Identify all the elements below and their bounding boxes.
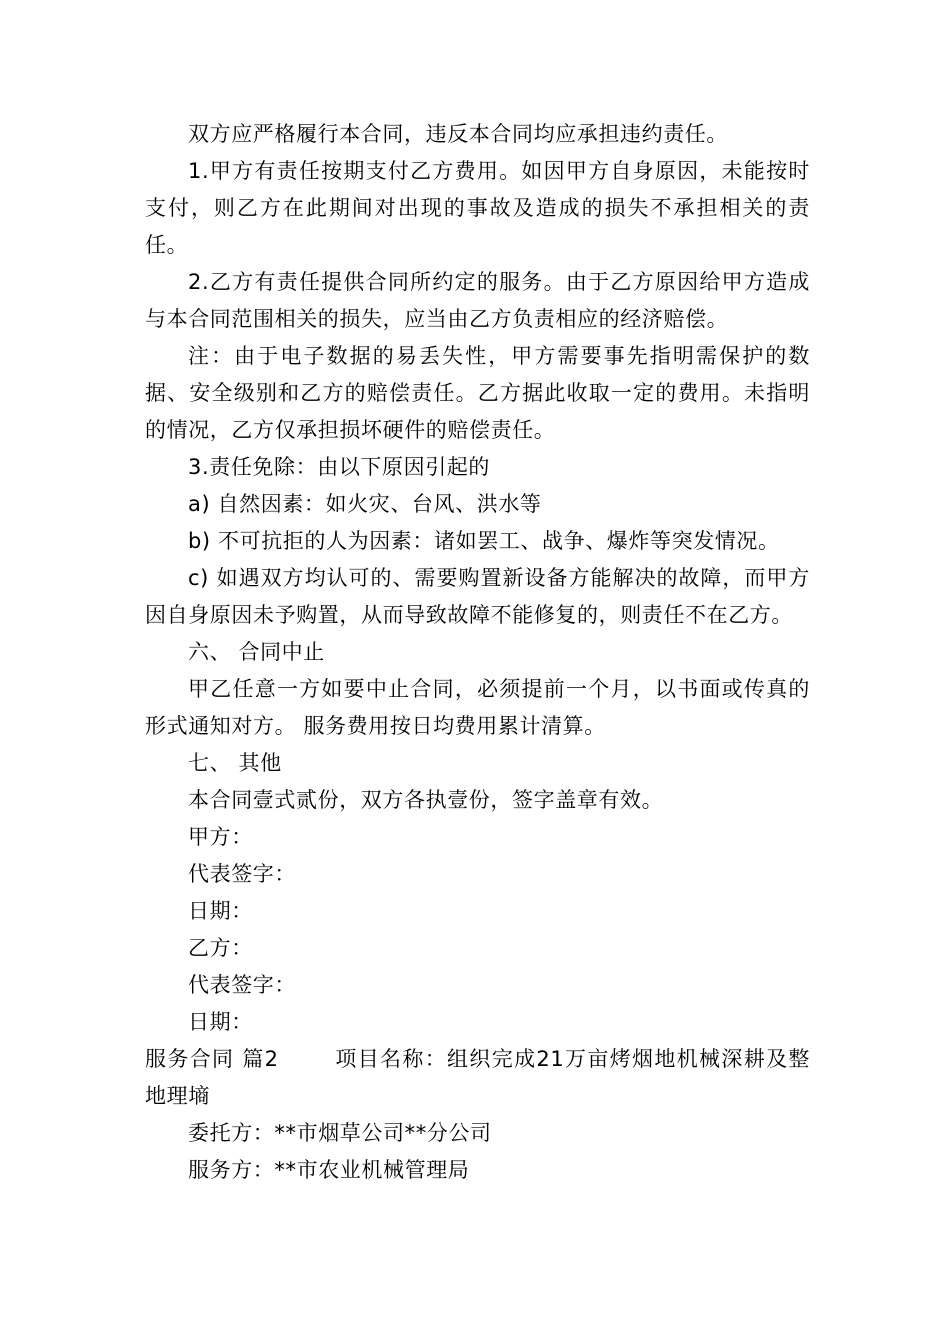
- paragraph-clause-1: 1.甲方有责任按期支付乙方费用。如因甲方自身原因，未能按时支付，则乙方在此期间对出现的事故及造成的损失不承担相关的责任。: [145, 159, 810, 257]
- document-body: [145, 116, 810, 1189]
- section2-provider: 服务方：**市农业机械管理局: [188, 1158, 470, 1182]
- section-heading-seven: 七、 其他: [188, 751, 282, 775]
- section2-client: 委托方：**市烟草公司**分公司: [188, 1121, 492, 1145]
- section-heading-six: 六、 合同中止: [188, 640, 325, 664]
- party-a-date-label: 日期：: [188, 899, 253, 923]
- section2-heading: 服务合同 篇2: [145, 1047, 279, 1071]
- paragraph-copies: 本合同壹式贰份，双方各执壹份，签字盖章有效。: [188, 788, 664, 812]
- section2-project-name: 项目名称：组织完成21万亩烤烟地机械深耕及整地理墒: [145, 1047, 810, 1108]
- party-a-label: 甲方：: [188, 825, 253, 849]
- paragraph-termination: 甲乙任意一方如要中止合同，必须提前一个月，以书面或传真的形式通知对方。 服务费用按日均费用累计清算。: [145, 677, 810, 738]
- paragraph-item-a: a) 自然因素：如火灾、台风、洪水等: [188, 492, 542, 516]
- paragraph-clause-3: 3.责任免除：由以下原因引起的: [188, 455, 491, 479]
- paragraph-item-b: b) 不可抗拒的人为因素：诸如罢工、战争、爆炸等突发情况。: [188, 529, 780, 553]
- party-b-label: 乙方：: [188, 936, 253, 960]
- section2-title-line: [145, 1041, 810, 1115]
- party-a-signature-label: 代表签字：: [188, 862, 296, 886]
- paragraph-note: 注：由于电子数据的易丢失性，甲方需要事先指明需保护的数据、安全级别和乙方的赔偿责任。乙方据此收取一定的费用。未指明的情况，乙方仅承担损坏硬件的赔偿责任。: [145, 344, 810, 442]
- paragraph-breach-liability: 双方应严格履行本合同，违反本合同均应承担违约责任。: [188, 122, 728, 146]
- party-b-date-label: 日期：: [188, 1010, 253, 1034]
- party-b-signature-label: 代表签字：: [188, 973, 296, 997]
- paragraph-item-c: c) 如遇双方均认可的、需要购置新设备方能解决的故障，而甲方因自身原因未予购置，从而导致故障不能修复的，则责任不在乙方。: [145, 566, 810, 627]
- paragraph-clause-2: 2.乙方有责任提供合同所约定的服务。由于乙方原因给甲方造成与本合同范围相关的损失，应当由乙方负责相应的经济赔偿。: [145, 270, 810, 331]
